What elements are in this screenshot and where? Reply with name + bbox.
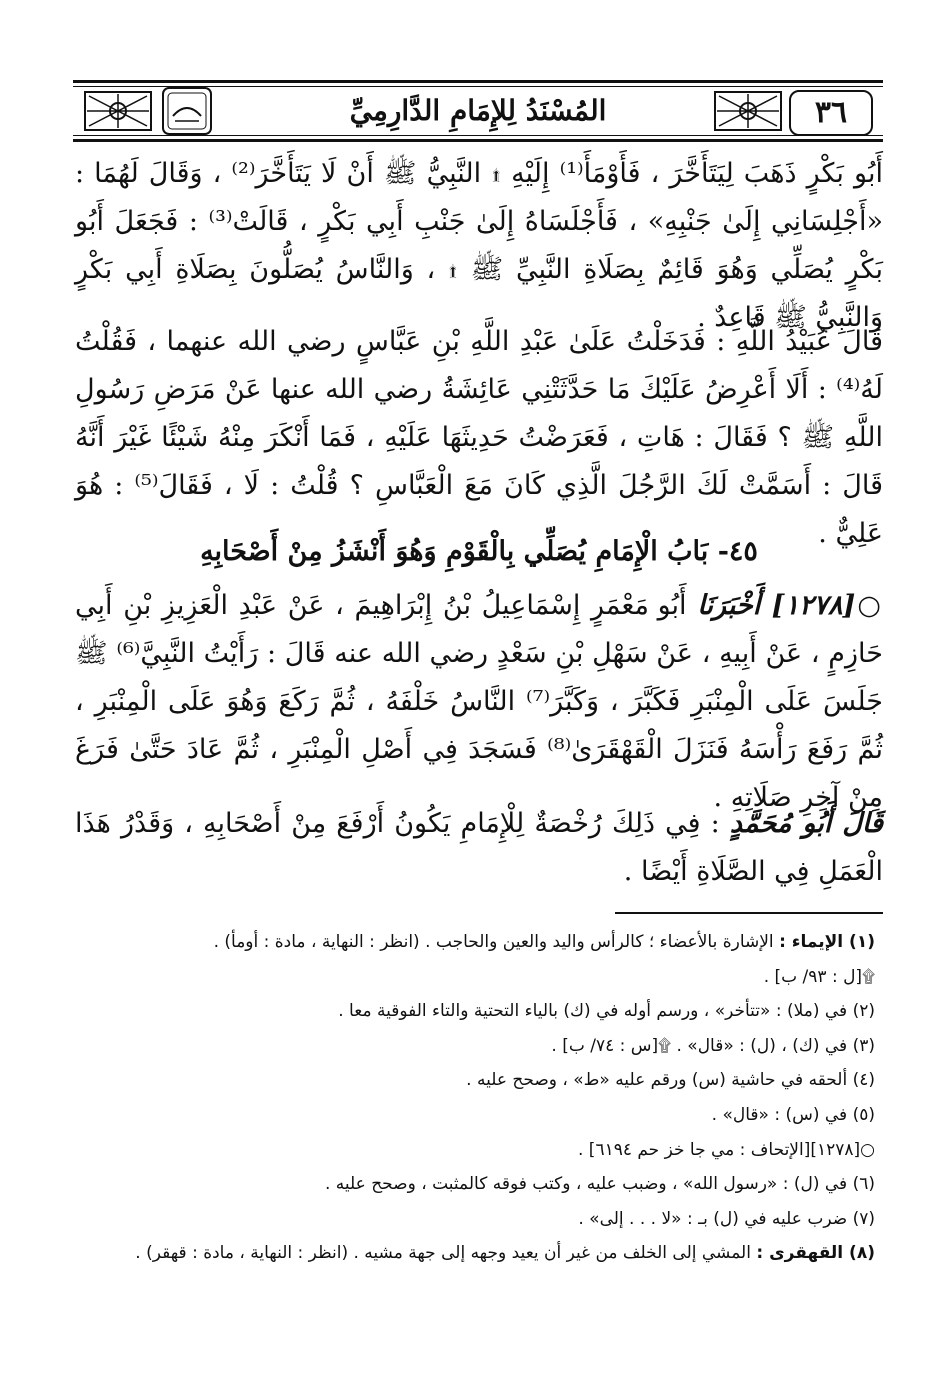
paragraph: أَبُو بَكْرٍ ذَهَبَ لِيَتَأَخَّرَ ، فَأَوْمَأَ⁽¹⁾ إِلَيْهِ ۩ النَّبِيُّ ﷺ أَنْ لَا يَتَأَخَّرَ⁽²⁾ ، وَقَالَ لَهُمَا : «أَجْلِسَانِي إِلَىٰ جَنْبِهِ» ، فَأَجْلَسَاهُ إِلَىٰ جَنْبِ أَبِي بَكْرٍ ، قَالَتْ⁽³⁾ : فَجَعَلَ أَبُو بَكْرٍ يُصَلِّي وَهُوَ قَائِمٌ بِصَلَاةِ النَّبِيِّ ﷺ ۩ ، وَالنَّاسُ يُصَلُّونَ بِصَلَاةِ أَبِي بَكْرٍ وَالنَّبِيُّ ﷺ قَاعِدٌ . bbox=[75, 158, 883, 333]
footnote bbox=[75, 1236, 875, 1271]
footnote bbox=[75, 960, 875, 995]
commentary-text: : فِي ذَلِكَ رُخْصَةٌ لِلْإِمَامِ يَكُونُ أَرْفَعَ مِنْ أَصْحَابِهِ ، وَقَدْرُ هَذَا الْعَمَلِ فِي الصَّلَاةِ أَيْضًا . bbox=[75, 808, 883, 887]
footnote-text: (٣) في (ك) ، (ل) : «قال» . ۩[س : ٧٤/ ب] . bbox=[551, 1035, 875, 1056]
seal-logo-icon bbox=[161, 86, 213, 136]
hadith-paragraph bbox=[75, 582, 883, 822]
chapter-heading: ٤٥- بَابُ الْإِمَامِ يُصَلِّي بِالْقَوْمِ وَهُوَ أَنْشَزُ مِنْ أَصْحَابِهِ bbox=[200, 536, 758, 567]
hadith-text: أَبُو مَعْمَرٍ إِسْمَاعِيلُ بْنُ إِبْرَاهِيمَ ، عَنْ عَبْدِ الْعَزِيزِ بْنِ أَبِي حَازِمٍ ، عَنْ أَبِيهِ ، عَنْ سَهْلِ بْنِ سَعْدٍ رضي الله عنه قَالَ : رَأَيْتُ النَّبِيَّ⁽⁶⁾ ﷺ جَلَسَ عَلَى الْمِنْبَرِ فَكَبَّرَ ، وَكَبَّرَ⁽⁷⁾ النَّاسُ خَلْفَهُ ، ثُمَّ رَكَعَ وَهُوَ عَلَى الْمِنْبَرِ ، ثُمَّ رَفَعَ رَأْسَهُ فَنَزَلَ الْقَهْقَرَىٰ⁽⁸⁾ فَسَجَدَ فِي أَصْلِ الْمِنْبَرِ ، ثُمَّ عَادَ حَتَّىٰ فَرَغَ مِنْ آخِرِ صَلَاتِهِ . bbox=[75, 590, 883, 813]
footnote bbox=[75, 1029, 875, 1064]
footnote bbox=[75, 1202, 875, 1237]
footnote-text: الإشارة بالأعضاء ؛ كالرأس واليد والعين والحاجب . (انظر : النهاية ، مادة : أومأ) . bbox=[213, 932, 774, 952]
footnote-text: (٢) في (ملا) : «تتأخر» ، ورسم أوله في (ك) بالياء التحتية والتاء الفوقية معا . bbox=[338, 1001, 875, 1022]
footnote bbox=[75, 1098, 875, 1133]
footnote-separator bbox=[615, 912, 883, 914]
footnote bbox=[75, 1063, 875, 1098]
footnote-term: (٨) القهقرى : bbox=[756, 1243, 875, 1264]
footnote-term: (١) الإيماء : bbox=[779, 932, 875, 952]
page-number: ٣٦ bbox=[789, 90, 873, 136]
page-header bbox=[73, 80, 883, 142]
footnote-text: (٥) في (س) : «قال» . bbox=[711, 1104, 875, 1125]
footnote-text: ۩[ل : ٩٣/ ب] . bbox=[763, 966, 875, 987]
footnote bbox=[75, 1167, 875, 1202]
footnote-text: (٧) ضرب عليه في (ل) بـ : «لا . . . إلى» . bbox=[578, 1208, 875, 1229]
footnote bbox=[75, 994, 875, 1029]
commentary-lead: قَالَ أَبُو مُحَمَّدٍ bbox=[729, 808, 884, 839]
ornament-icon bbox=[83, 90, 153, 132]
header-rule bbox=[73, 80, 883, 83]
footnote-text: (٤) ألحقه في حاشية (س) ورقم عليه «ط» ، وصحح عليه . bbox=[466, 1070, 875, 1091]
footnote bbox=[75, 925, 875, 960]
footnote-text: (٦) في (ل) : «رسول الله» ، وضبب عليه ، وكتب فوقه كالمثبت ، وصحح عليه . bbox=[324, 1174, 875, 1195]
commentary-paragraph bbox=[75, 800, 883, 896]
footnotes bbox=[75, 925, 875, 1271]
footnote-text: ○[١٢٧٨][الإتحاف : مي جا خز حم ٦١٩٤] . bbox=[577, 1139, 875, 1160]
footnote-text: المشي إلى الخلف من غير أن يعيد وجهه إلى جهة مشيه . (انظر : النهاية ، مادة : قهقر) . bbox=[135, 1243, 751, 1264]
hadith-number: ○[١٢٧٨] أَخْبَرَنَا bbox=[697, 590, 883, 621]
header-rule bbox=[73, 139, 883, 142]
paragraph: قَالَ عُبَيْدُ اللَّهِ : فَدَخَلْتُ عَلَىٰ عَبْدِ اللَّهِ بْنِ عَبَّاسٍ رضي الله عنهما ، فَقُلْتُ لَهُ⁽⁴⁾ : أَلَا أَعْرِضُ عَلَيْكَ مَا حَدَّثَتْنِي عَائِشَةُ رضي الله عنها عَنْ مَرَضِ رَسُولِ اللَّهِ ﷺ ؟ فَقَالَ : هَاتِ ، فَعَرَضْتُ حَدِيثَهَا عَلَيْهِ ، فَمَا أَنْكَرَ مِنْهُ شَيْئًا غَيْرَ أَنَّهُ قَالَ : أَسَمَّتْ لَكَ الرَّجُلَ الَّذِي كَانَ مَعَ الْعَبَّاسِ ؟ قُلْتُ : لَا ، فَقَالَ⁽⁵⁾ : هُوَ عَلِيٌّ . bbox=[75, 326, 883, 549]
running-title: المُسْنَدُ لِلإِمَامِ الدَّارِمِيِّ bbox=[349, 94, 607, 127]
footnote bbox=[75, 1133, 875, 1168]
